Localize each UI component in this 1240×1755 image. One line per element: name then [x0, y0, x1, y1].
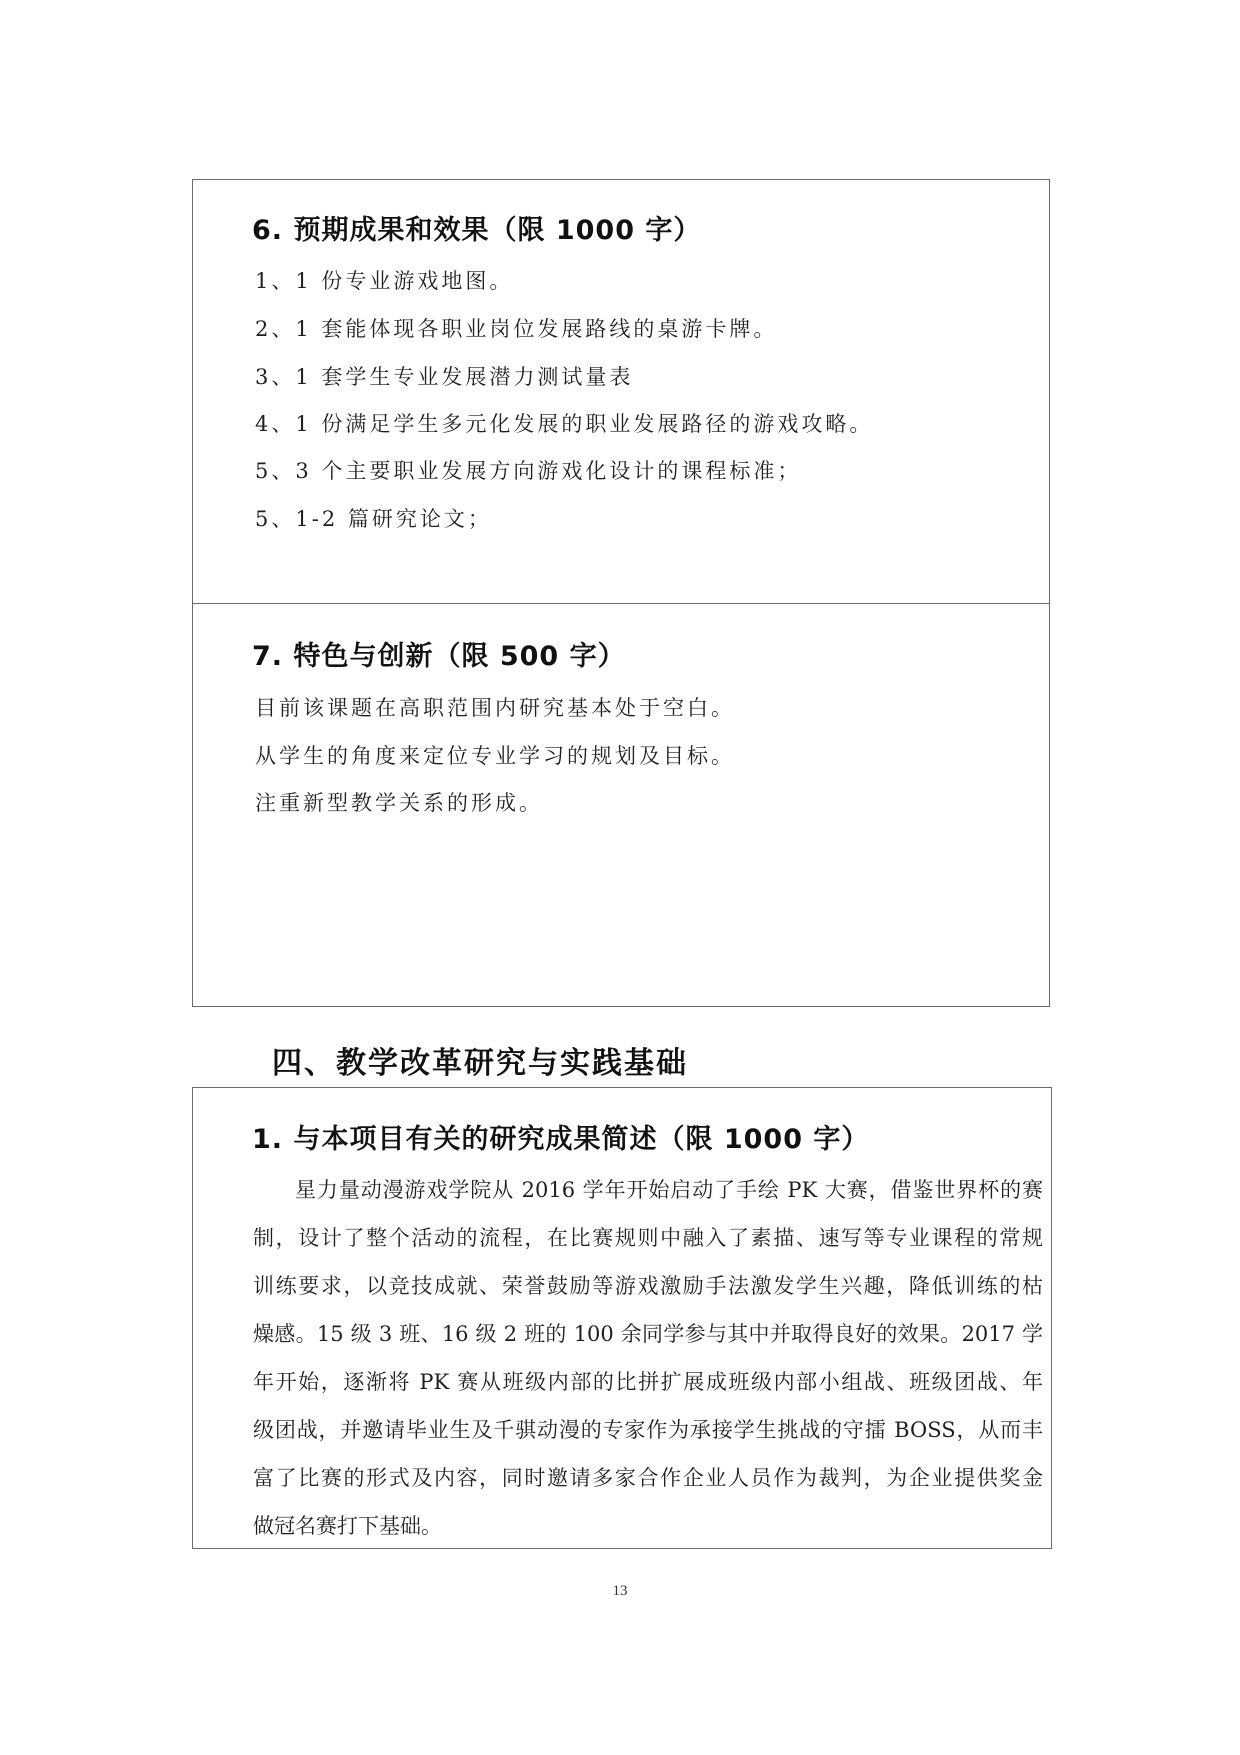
- section-7-item: 从学生的角度来定位专业学习的规划及目标。: [255, 744, 735, 768]
- paragraph-line: 燥感。15 级 3 班、16 级 2 班的 100 余同学参与其中并取得良好的效果。2017 学: [253, 1322, 1043, 1346]
- paragraph-line: 星力量动漫游戏学院从 2016 学年开始启动了手绘 PK 大赛，借鉴世界杯的赛: [295, 1178, 1043, 1202]
- section-7-heading: 7. 特色与创新（限 500 字）: [252, 641, 626, 672]
- paragraph-line: 级团战，并邀请毕业生及千骐动漫的专家作为承接学生挑战的守擂 BOSS，从而丰: [253, 1418, 1043, 1442]
- paragraph-line: 训练要求，以竞技成就、荣誉鼓励等游戏激励手法激发学生兴趣，降低训练的枯: [253, 1274, 1043, 1298]
- paragraph-line: 做冠名赛打下基础。: [253, 1514, 442, 1538]
- paragraph-line: 富了比赛的形式及内容，同时邀请多家合作企业人员作为裁判，为企业提供奖金: [253, 1466, 1043, 1490]
- section-6-heading: 6. 预期成果和效果（限 1000 字）: [252, 215, 702, 246]
- section-6-item: 1、1 份专业游戏地图。: [255, 269, 514, 293]
- part-4-heading: 四、教学改革研究与实践基础: [272, 1046, 688, 1081]
- section-6-item: 5、3 个主要职业发展方向游戏化设计的课程标准；: [255, 459, 802, 483]
- table-upper: [192, 179, 1050, 1007]
- paragraph-line: 年开始，逐渐将 PK 赛从班级内部的比拼扩展成班级内部小组战、班级团战、年: [253, 1370, 1043, 1394]
- page-number: 13: [612, 1583, 628, 1599]
- section-6-item: 5、1-2 篇研究论文；: [255, 507, 492, 531]
- section-6-item: 4、1 份满足学生多元化发展的职业发展路径的游戏攻略。: [255, 412, 874, 436]
- section-6-item: 3、1 套学生专业发展潜力测试量表: [255, 365, 634, 389]
- research-summary-heading: 1. 与本项目有关的研究成果简述（限 1000 字）: [252, 1124, 870, 1155]
- section-7-item: 目前该课题在高职范围内研究基本处于空白。: [255, 696, 735, 720]
- table-divider: [193, 603, 1049, 604]
- research-summary-paragraph: [253, 1166, 1043, 1550]
- section-6-item: 2、1 套能体现各职业岗位发展路线的桌游卡牌。: [255, 317, 778, 341]
- paragraph-line: 制，设计了整个活动的流程，在比赛规则中融入了素描、速写等专业课程的常规: [253, 1226, 1043, 1250]
- section-7-item: 注重新型教学关系的形成。: [255, 791, 543, 815]
